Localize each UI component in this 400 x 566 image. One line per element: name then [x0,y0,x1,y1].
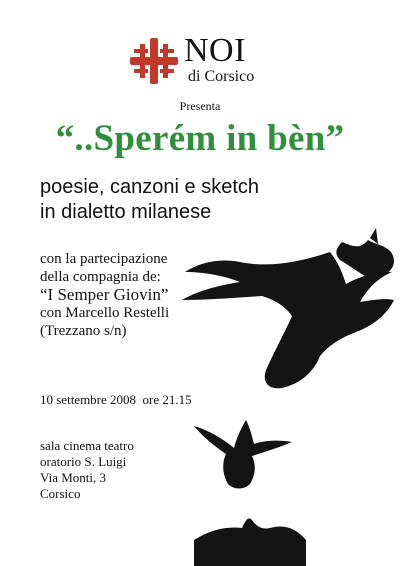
presenta-label: Presenta [179,99,221,113]
logo-name: NOI [184,32,246,69]
subtitle-line: poesie, canzoni e sketch [40,176,260,198]
middle-bird-icon [194,420,292,489]
venue-line: sala cinema teatro [40,438,134,453]
performer-line: con Marcello Restelli [40,305,170,321]
event-date: 10 settembre 2008 ore 21.15 [40,392,192,407]
bottom-bird-icon [194,518,306,566]
top-right-bird-icon [336,228,394,279]
logo-subtitle: di Corsico [188,68,255,85]
cross-emblem-icon [128,36,180,86]
participation-block [40,250,280,340]
event-subtitle [40,175,380,225]
subtitle-line: in dialetto milanese [40,201,212,223]
venue-address [40,438,134,502]
logo [128,34,278,90]
venue-line: Corsico [40,486,81,501]
group-name: “I Semper Giovin” [40,285,169,304]
venue-line: oratorio S. Luigi [40,454,127,469]
origin-line: (Trezzano s/n) [40,323,127,339]
event-title: “..Sperém in bèn” [55,118,345,159]
venue-line: Via Monti, 3 [40,470,107,485]
participation-line: della compagnia de: [40,269,161,285]
participation-line: con la partecipazione [40,251,168,267]
